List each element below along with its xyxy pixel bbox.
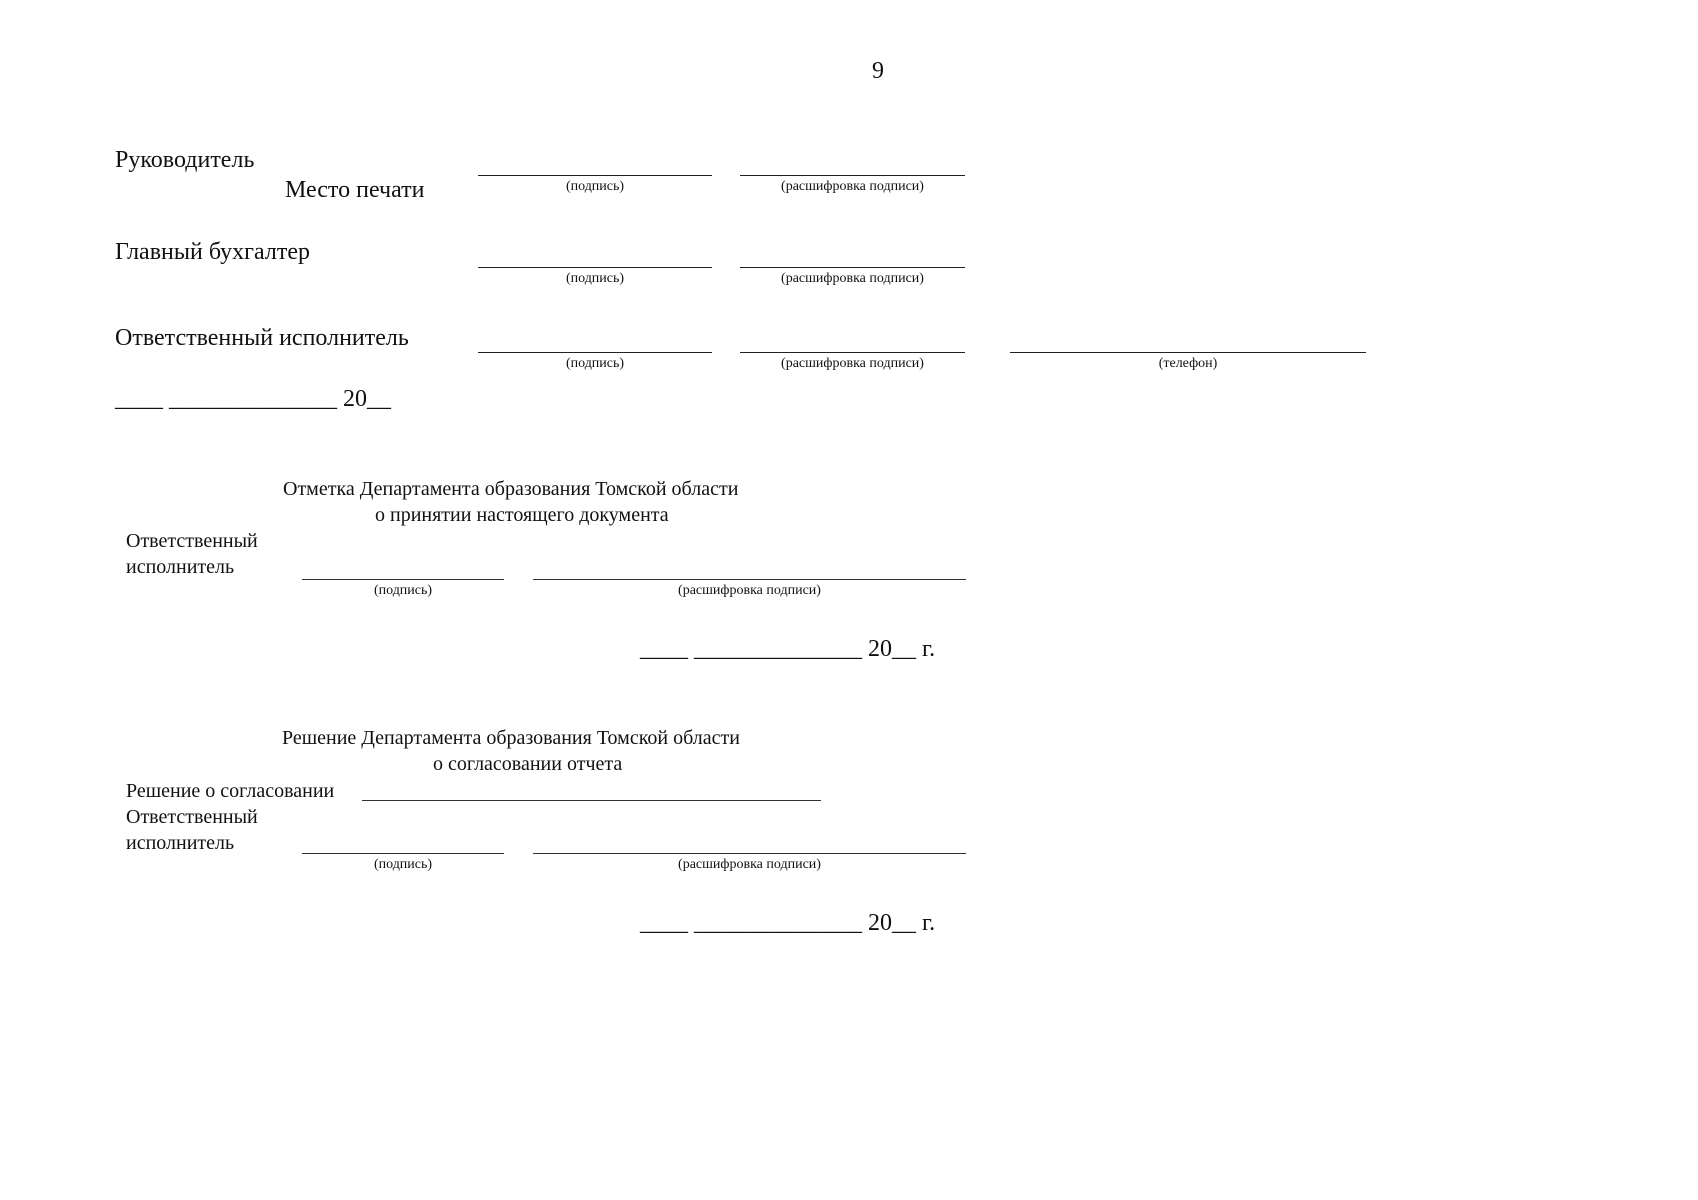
decision-signature-line[interactable] [302, 853, 504, 854]
executor-signature-line[interactable] [478, 352, 712, 353]
head-signature-line[interactable] [478, 175, 712, 176]
executor-phone-line[interactable] [1010, 352, 1366, 353]
acceptance-executor-line2: исполнитель [126, 556, 235, 578]
decision-approval-line[interactable] [362, 800, 821, 801]
head-decoding-caption: (расшифровка подписи) [781, 179, 924, 194]
signatures-date-line[interactable]: ____ ______________ 20__ [115, 386, 391, 412]
decision-date-line[interactable]: ____ ______________ 20__ г. [640, 910, 936, 936]
decision-title-line2: о согласовании отчета [433, 753, 623, 775]
decision-decoding-caption: (расшифровка подписи) [678, 857, 821, 872]
accountant-decoding-line[interactable] [740, 267, 965, 268]
acceptance-signature-line[interactable] [302, 579, 504, 580]
acceptance-decoding-line[interactable] [533, 579, 966, 580]
chief-accountant-label: Главный бухгалтер [115, 239, 310, 265]
executor-label: Ответственный исполнитель [115, 325, 409, 351]
head-signature-caption: (подпись) [565, 179, 625, 194]
seal-label: Место печати [285, 177, 425, 203]
accountant-signature-caption: (подпись) [565, 271, 625, 286]
head-label: Руководитель [115, 147, 255, 173]
page-number: 9 [872, 58, 884, 84]
acceptance-executor-line1: Ответственный [126, 530, 258, 552]
acceptance-date-line[interactable]: ____ ______________ 20__ г. [640, 636, 936, 662]
acceptance-decoding-caption: (расшифровка подписи) [678, 583, 821, 598]
acceptance-title-line1: Отметка Департамента образования Томской области [283, 478, 739, 500]
acceptance-title-line2: о принятии настоящего документа [375, 504, 669, 526]
decision-approval-label: Решение о согласовании [126, 780, 335, 802]
accountant-signature-line[interactable] [478, 267, 712, 268]
decision-decoding-line[interactable] [533, 853, 966, 854]
acceptance-signature-caption: (подпись) [373, 583, 433, 598]
executor-signature-caption: (подпись) [565, 356, 625, 371]
decision-title-line1: Решение Департамента образования Томской области [282, 727, 740, 749]
decision-signature-caption: (подпись) [373, 857, 433, 872]
decision-executor-line1: Ответственный [126, 806, 258, 828]
executor-phone-caption: (телефон) [1158, 356, 1218, 371]
decision-executor-line2: исполнитель [126, 832, 235, 854]
executor-decoding-caption: (расшифровка подписи) [781, 356, 924, 371]
accountant-decoding-caption: (расшифровка подписи) [781, 271, 924, 286]
executor-decoding-line[interactable] [740, 352, 965, 353]
head-decoding-line[interactable] [740, 175, 965, 176]
